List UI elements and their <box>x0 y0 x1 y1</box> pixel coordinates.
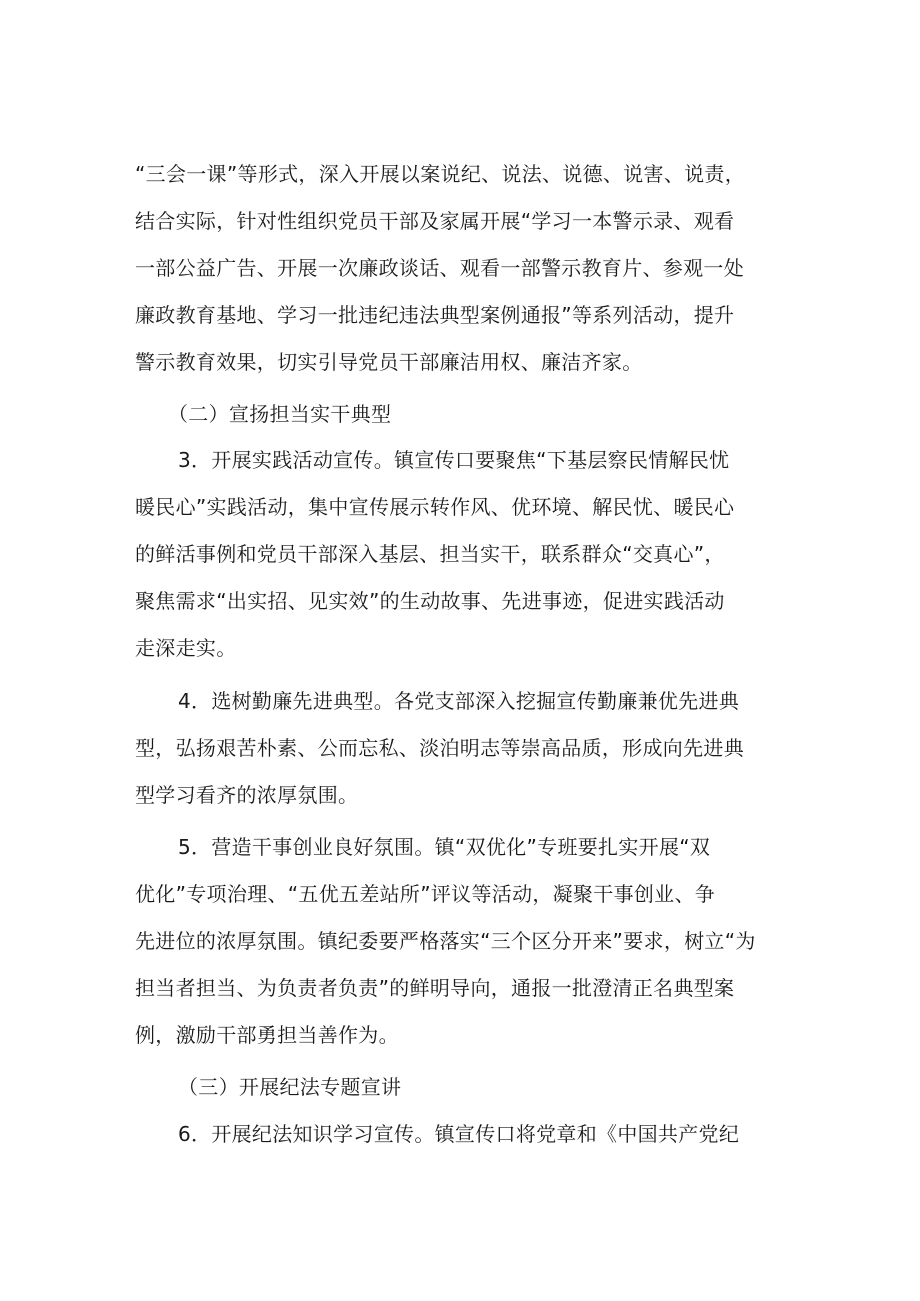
paragraph-line: 的鲜活事例和党员干部深入基层、担当实干，联系群众“交真心”， <box>135 542 725 566</box>
paragraph-line: 先进位的浓厚氛围。镇纪委要严格落实“三个区分开来”要求，树立“为 <box>135 929 756 953</box>
paragraph-line: 5．营造干事创业良好氛围。镇“双优化”专班要扎实开展“双 <box>178 835 711 859</box>
section-heading: （二）宣扬担当实干典型 <box>168 402 392 426</box>
section-heading: （三）开展纪法专题宣讲 <box>178 1075 402 1099</box>
paragraph-line: 走深走实。 <box>135 636 237 660</box>
paragraph-line: 廉政教育基地、学习一批违纪违法典型案例通报”等系列活动，提升 <box>135 303 735 327</box>
paragraph-line: 暖民心”实践活动，集中宣传展示转作风、优环境、解民忧、暖民心 <box>135 495 735 519</box>
paragraph-line: 聚焦需求“出实招、见实效”的生动故事、先进事迹，促进实践活动 <box>135 589 725 613</box>
paragraph-line: 例，激励干部勇担当善作为。 <box>135 1023 399 1047</box>
paragraph-line: 一部公益广告、开展一次廉政谈话、观看一部警示教育片、参观一处 <box>135 256 744 280</box>
paragraph-line: 担当者担当、为负责者负责”的鲜明导向，通报一批澄清正名典型案 <box>135 976 735 1000</box>
paragraph-line: 3．开展实践活动宣传。镇宣传口要聚焦“下基层察民情解民忧 <box>178 448 730 472</box>
paragraph-line: “三会一课”等形式，深入开展以案说纪、说法、说德、说害、说责， <box>135 162 746 186</box>
paragraph-line: 型，弘扬艰苦朴素、公而忘私、淡泊明志等崇高品质，形成向先进典 <box>135 736 744 760</box>
paragraph-line: 4．选树勤廉先进典型。各党支部深入挖掘宣传勤廉兼优先进典 <box>178 689 740 713</box>
paragraph-line: 优化”专项治理、“五优五差站所”评议等活动，凝聚干事创业、争 <box>135 882 716 906</box>
paragraph-line: 6．开展纪法知识学习宣传。镇宣传口将党章和《中国共产党纪 <box>178 1122 740 1146</box>
paragraph-line: 型学习看齐的浓厚氛围。 <box>135 783 359 807</box>
paragraph-line: 警示教育效果，切实引导党员干部廉洁用权、廉洁齐家。 <box>135 350 643 374</box>
paragraph-line: 结合实际，针对性组织党员干部及家属开展“学习一本警示录、观看 <box>135 209 735 233</box>
